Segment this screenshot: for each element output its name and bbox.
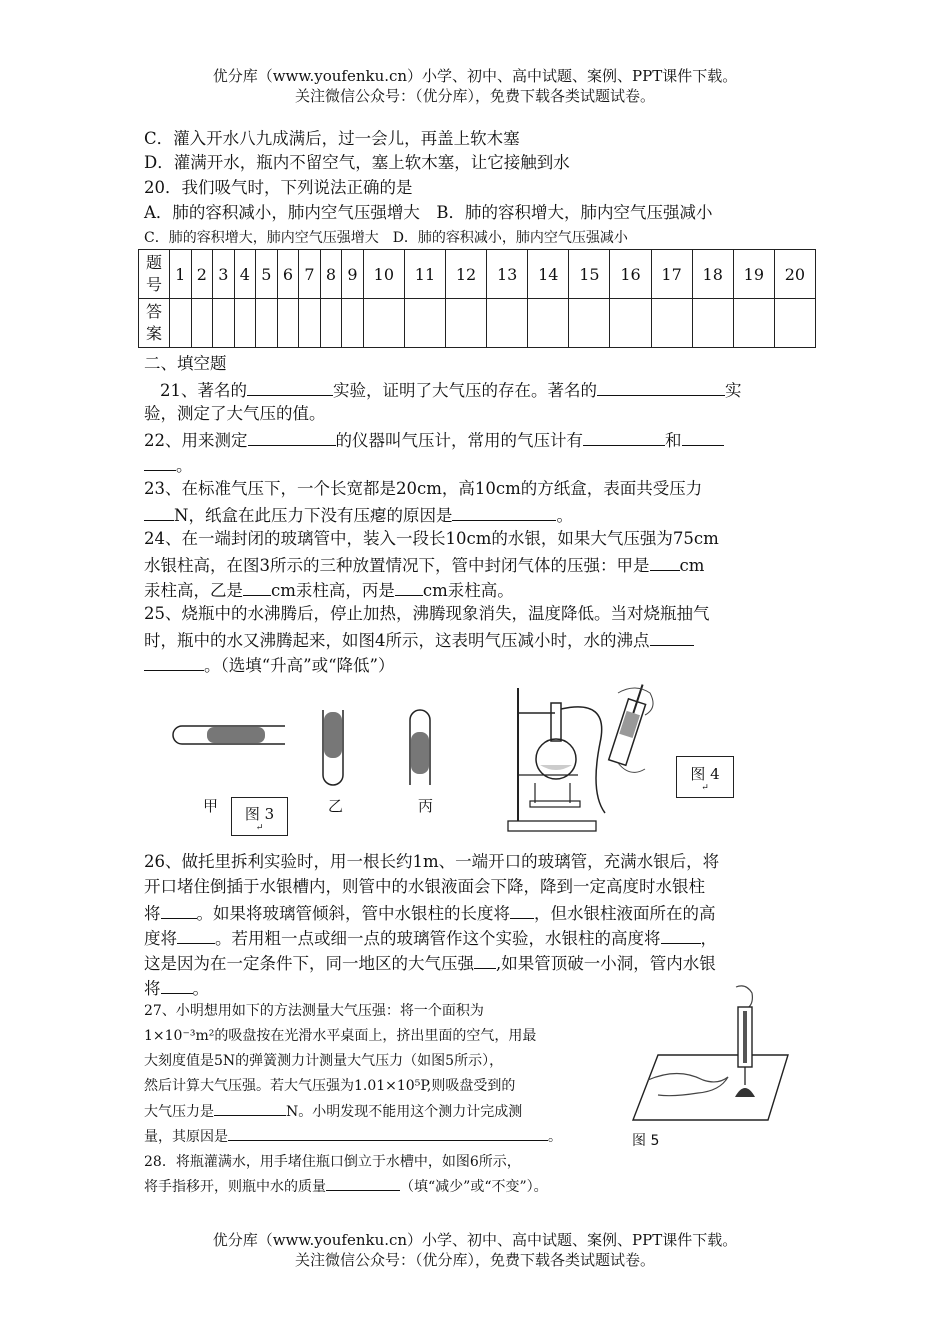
q27-text-f1: 量，其原因是 (144, 1129, 228, 1145)
q27-line-1: 27、小明想用如下的方法测量大气压强：将一个面积为 (144, 1003, 484, 1019)
q26-line-5 (144, 950, 716, 976)
q26-text-f2: 。 (192, 979, 209, 998)
fig3-mark: ↵ (255, 823, 264, 833)
q26-blank-5[interactable] (474, 950, 496, 969)
q22-text-b: 的仪器叫气压计，常用的气压计有 (335, 431, 583, 450)
q28-line-1: 28．将瓶灌满水，用手堵住瓶口倒立于水槽中，如图6所示， (144, 1154, 521, 1170)
q22-text-a: 22、用来测定 (144, 431, 248, 450)
q25-line-2 (144, 627, 694, 653)
q26-text-c2: 。如果将玻璃管倾斜，管中水银柱的长度将 (196, 904, 510, 923)
q19-option-c: C．灌入开水八九成满后，过一会儿，再盖上软木塞 (144, 129, 520, 148)
q22-blank-3[interactable] (682, 427, 724, 446)
q28-text-b1: 将手指移开，则瓶中水的质量 (144, 1179, 326, 1195)
answer-cell[interactable] (610, 299, 651, 348)
q22-blank-1[interactable] (248, 427, 336, 446)
answer-cell[interactable] (234, 299, 256, 348)
q24-text-c3: cm汞柱高。 (422, 581, 514, 600)
q24-line-1: 24、在一端封闭的玻璃管中，装入一段长10cm的水银，如果大气压强为75cm (144, 529, 719, 548)
answer-table-number: 14 (528, 250, 569, 299)
header-line-2: 关注微信公众号：（优分库），免费下载各类试题试卷。 (294, 87, 655, 105)
q27-blank-2[interactable] (228, 1125, 548, 1141)
q23-text-b: N，纸盒在此压力下没有压瘪的原因是 (174, 506, 453, 525)
figure-5-spring-scale (628, 985, 798, 1125)
q26-text-d1: 度将 (144, 929, 177, 948)
q26-line-1: 26、做托里拆利实验时，用一根长约1m、一端开口的玻璃管，充满水银后，将 (144, 852, 720, 871)
answer-table-number: 6 (277, 250, 299, 299)
q26-text-c1: 将 (144, 904, 161, 923)
q27-line-3: 大刻度值是5N的弹簧测力计测量大气压力（如图5所示）， (144, 1053, 504, 1069)
answer-cell[interactable] (733, 299, 774, 348)
fig3-label-jia: 甲 (203, 797, 219, 815)
answer-cell[interactable] (569, 299, 610, 348)
tube-jia (173, 726, 285, 744)
answer-table-number: 8 (320, 250, 342, 299)
q25-line-1: 25、烧瓶中的水沸腾后，停止加热，沸腾现象消失，温度降低。当对烧瓶抽气 (144, 604, 710, 623)
footer-line-1: 优分库（www.youfenku.cn）小学、初中、高中试题、案例、PPT课件下载。 (212, 1231, 738, 1249)
q23-blank-1[interactable] (144, 502, 174, 521)
q22-text-d: 。 (176, 456, 193, 475)
answer-cell[interactable] (404, 299, 445, 348)
answer-cell[interactable] (170, 299, 192, 348)
q27-text-f2: 。 (548, 1129, 562, 1145)
footer-line-2: 关注微信公众号：（优分库），免费下载各类试题试卷。 (294, 1251, 655, 1269)
q26-blank-2[interactable] (510, 900, 534, 919)
q26-text-e2: ,如果管顶破一小洞，管内水银 (496, 954, 716, 973)
q26-line-6 (144, 975, 209, 1001)
q26-text-e1: 这是因为在一定条件下，同一地区的大气压强 (144, 954, 474, 973)
q26-line-2: 开口堵住倒插于水银槽内，则管中的水银液面会下降，降到一定高度时水银柱 (144, 877, 705, 896)
answer-table-number-row (139, 250, 816, 299)
answer-table-number: 9 (342, 250, 364, 299)
q25-line-3 (144, 652, 395, 678)
q19-option-d: D．灌满开水，瓶内不留空气，塞上软木塞，让它接触到水 (144, 153, 570, 172)
q24-blank-1[interactable] (650, 552, 680, 571)
answer-table-number: 17 (651, 250, 692, 299)
q26-blank-6[interactable] (161, 975, 193, 994)
answer-table-number: 15 (569, 250, 610, 299)
answer-cell[interactable] (213, 299, 235, 348)
q27-text-e1: 大气压力是 (144, 1104, 214, 1120)
q21-blank-1[interactable] (247, 377, 333, 396)
answer-cell[interactable] (651, 299, 692, 348)
tube-yi (323, 710, 343, 785)
q23-line-1: 23、在标准气压下，一个长宽都是20cm，高10cm的方纸盒，表面共受压力 (144, 479, 703, 498)
answer-cell[interactable] (277, 299, 299, 348)
q21-line-1 (160, 377, 742, 403)
figure-4-apparatus (500, 683, 670, 843)
answer-table-number: 20 (774, 250, 815, 299)
answer-table-answer-row (139, 299, 816, 348)
fig3-label-bing: 丙 (418, 797, 434, 815)
q21-blank-2[interactable] (597, 377, 725, 396)
q20-stem: 20．我们吸气时，下列说法正确的是 (144, 178, 413, 197)
q21-text-b: 实验，证明了大气压的存在。著名的 (333, 381, 597, 400)
answer-cell[interactable] (299, 299, 321, 348)
fig4-mark: ↵ (701, 783, 709, 793)
answer-cell[interactable] (342, 299, 364, 348)
answer-cell[interactable] (363, 299, 404, 348)
q24-text-c1: 汞柱高，乙是 (144, 581, 243, 600)
q27-line-4: 然后计算大气压强。若大气压强为1.01×10⁵P,则吸盘受到的 (144, 1078, 516, 1094)
q21-line-2: 验，测定了大气压的值。 (144, 404, 326, 423)
answer-table-number: 12 (446, 250, 487, 299)
q28-blank-1[interactable] (326, 1175, 400, 1191)
q26-line-3 (144, 900, 716, 926)
q26-blank-4[interactable] (661, 925, 701, 944)
answer-cell[interactable] (320, 299, 342, 348)
q26-blank-3[interactable] (177, 925, 215, 944)
answer-table-number: 2 (191, 250, 213, 299)
answer-table-number: 13 (487, 250, 528, 299)
tube-bing (410, 710, 430, 785)
q24-line-3 (144, 577, 514, 603)
answer-table-number: 18 (692, 250, 733, 299)
q21-text-c: 实 (725, 381, 742, 400)
q26-text-c3: ，但水银柱液面所在的高 (534, 904, 716, 923)
q26-text-d3: ， (700, 929, 717, 948)
answer-table-row1-label: 题号 (139, 250, 170, 299)
q27-line-2: 1×10⁻³m²的吸盘按在光滑水平桌面上，挤出里面的空气，用最 (144, 1028, 537, 1044)
answer-cell[interactable] (774, 299, 815, 348)
q23-blank-2[interactable] (452, 502, 556, 521)
q25-blank-1-cont[interactable] (144, 652, 204, 671)
q23-line-2 (144, 502, 573, 528)
fig4-caption: 图 4 (690, 765, 720, 783)
answer-table-number: 10 (363, 250, 404, 299)
fig4-caption-box (676, 756, 734, 798)
q22-blank-3-cont[interactable] (144, 452, 176, 471)
q26-blank-1[interactable] (161, 900, 197, 919)
answer-cell[interactable] (692, 299, 733, 348)
answer-table-number: 16 (610, 250, 651, 299)
q20-options-ab: A．肺的容积减小，肺内空气压强增大 B．肺的容积增大，肺内空气压强减小 (144, 203, 713, 222)
q24-text-b2: cm (679, 556, 705, 575)
answer-cell[interactable] (528, 299, 569, 348)
answer-cell[interactable] (487, 299, 528, 348)
fig3-caption: 图 3 (244, 805, 275, 823)
q27-text-e2: N。小明发现不能用这个测力计完成测 (286, 1104, 523, 1120)
q22-text-c: 和 (665, 431, 682, 450)
q23-text-c: 。 (556, 506, 573, 525)
answer-table-number: 7 (299, 250, 321, 299)
answer-cell[interactable] (256, 299, 278, 348)
q25-text-b: 时，瓶中的水又沸腾起来，如图4所示，这表明气压减小时，水的沸点 (144, 631, 650, 650)
q25-text-c: 。（选填“升高”或“降低”） (204, 656, 395, 675)
q28-text-b2: （填“减少”或“不变”）。 (400, 1179, 548, 1195)
answer-table-number: 4 (234, 250, 256, 299)
q21-text-a: 21、著名的 (160, 381, 247, 400)
q24-blank-3[interactable] (395, 577, 423, 596)
answer-table (138, 249, 816, 348)
fig3-label-yi: 乙 (328, 797, 344, 815)
q24-text-c2: cm汞柱高，丙是 (271, 581, 395, 600)
q28-line-2 (144, 1175, 548, 1199)
header-line-1: 优分库（www.youfenku.cn）小学、初中、高中试题、案例、PPT课件下载。 (212, 67, 738, 85)
q24-blank-2[interactable] (243, 577, 271, 596)
figure-3-tubes (160, 690, 460, 840)
q27-line-6 (144, 1125, 562, 1148)
fig5-caption: 图 5 (632, 1133, 660, 1149)
q22-blank-2[interactable] (583, 427, 665, 446)
q26-text-f1: 将 (144, 979, 161, 998)
q27-blank-1[interactable] (214, 1100, 286, 1116)
q25-blank-1[interactable] (650, 627, 694, 646)
answer-table-number: 19 (733, 250, 774, 299)
answer-table-number: 5 (256, 250, 278, 299)
q22-line-2 (144, 452, 193, 478)
answer-cell[interactable] (446, 299, 487, 348)
answer-cell[interactable] (191, 299, 213, 348)
section-2-title: 二、填空题 (144, 354, 227, 373)
fig3-caption-box (231, 797, 288, 836)
q26-line-4 (144, 925, 717, 951)
q26-text-d2: 。若用粗一点或细一点的玻璃管作这个实验，水银柱的高度将 (215, 929, 661, 948)
answer-table-number: 3 (213, 250, 235, 299)
q24-text-b: 水银柱高，在图3所示的三种放置情况下，管中封闭气体的压强：甲是 (144, 556, 650, 575)
q24-line-2 (144, 552, 704, 578)
answer-table-row2-label: 答案 (139, 299, 170, 348)
q27-line-5 (144, 1100, 522, 1123)
q20-options-cd: C．肺的容积增大，肺内空气压强增大 D．肺的容积减小，肺内空气压强减小 (144, 230, 628, 246)
q22-line-1 (144, 427, 724, 453)
answer-table-number: 1 (170, 250, 192, 299)
answer-table-number: 11 (404, 250, 445, 299)
